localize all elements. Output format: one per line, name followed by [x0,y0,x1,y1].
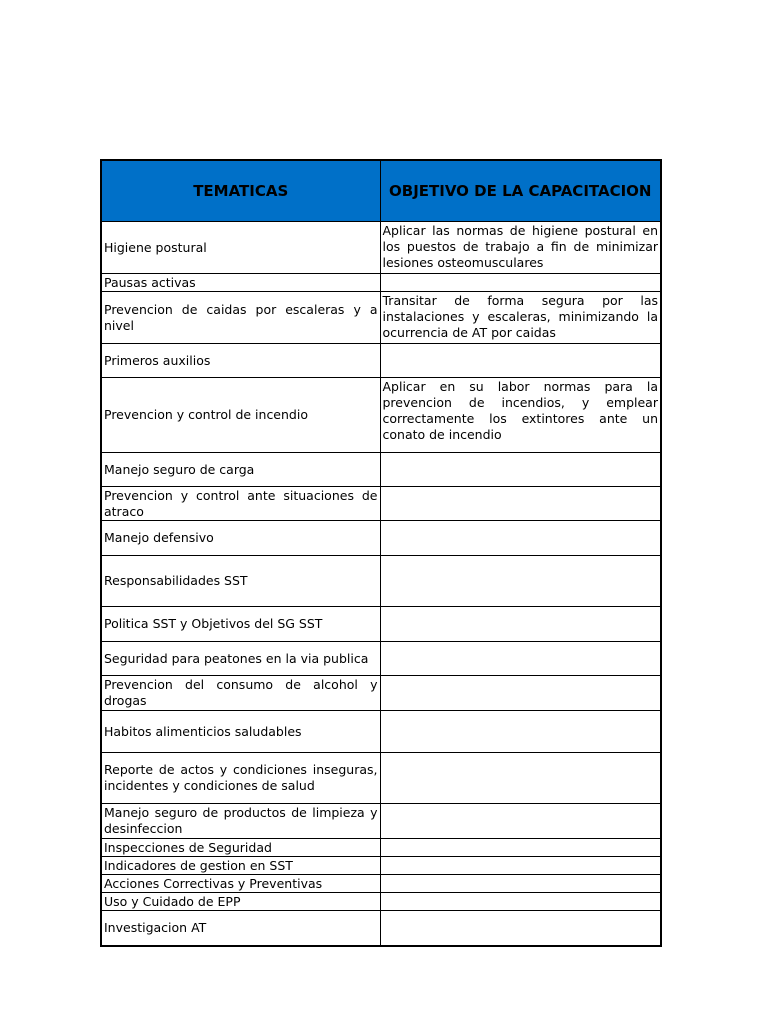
objetivo-cell [380,893,661,911]
tematica-cell: Uso y Cuidado de EPP [101,893,380,911]
tematica-cell: Acciones Correctivas y Preventivas [101,875,380,893]
header-tematicas: TEMATICAS [101,160,380,222]
tematica-cell: Seguridad para peatones en la via publica [101,642,380,676]
table-row [101,487,661,521]
tematica-cell: Pausas activas [101,274,380,292]
table-row [101,292,661,344]
tematica-cell: Higiene postural [101,222,380,274]
objetivo-cell: Aplicar las normas de higiene postural en los puestos de trabajo a fin de minimizar lesiones osteomusculares [380,222,661,274]
training-topics-table [100,159,662,947]
tematica-cell: Habitos alimenticios saludables [101,711,380,753]
objetivo-cell [380,711,661,753]
objetivo-cell [380,804,661,839]
tematica-cell: Manejo seguro de carga [101,453,380,487]
table-row [101,804,661,839]
table-row [101,839,661,857]
table-header-row [101,160,661,222]
objetivo-cell [380,911,661,946]
tematica-cell: Manejo defensivo [101,521,380,556]
table-row [101,857,661,875]
table-row [101,711,661,753]
table-row [101,676,661,711]
objetivo-cell [380,521,661,556]
tematica-cell: Primeros auxilios [101,344,380,378]
objetivo-cell [380,857,661,875]
table-row [101,642,661,676]
objetivo-cell [380,487,661,521]
header-objetivo: OBJETIVO DE LA CAPACITACION [380,160,661,222]
tematica-cell: Politica SST y Objetivos del SG SST [101,607,380,642]
table-row [101,607,661,642]
table-row [101,274,661,292]
tematica-cell: Prevencion y control ante situaciones de atraco [101,487,380,521]
table-row [101,911,661,946]
table-row [101,344,661,378]
tematica-cell: Prevencion del consumo de alcohol y drogas [101,676,380,711]
objetivo-cell [380,676,661,711]
table-row [101,893,661,911]
table-row [101,556,661,607]
tematica-cell: Reporte de actos y condiciones inseguras, incidentes y condiciones de salud [101,753,380,804]
objetivo-cell [380,453,661,487]
table-row [101,453,661,487]
tematica-cell: Indicadores de gestion en SST [101,857,380,875]
objetivo-cell [380,556,661,607]
table-row [101,521,661,556]
tematica-cell: Investigacion AT [101,911,380,946]
tematica-cell: Prevencion y control de incendio [101,378,380,453]
objetivo-cell: Transitar de forma segura por las instalaciones y escaleras, minimizando la ocurrencia de AT por caidas [380,292,661,344]
table-body [101,222,661,946]
table-row [101,378,661,453]
objetivo-cell [380,642,661,676]
objetivo-cell: Aplicar en su labor normas para la prevencion de incendios, y emplear correctamente los extintores ante un conato de incendio [380,378,661,453]
objetivo-cell [380,839,661,857]
tematica-cell: Inspecciones de Seguridad [101,839,380,857]
objetivo-cell [380,607,661,642]
tematica-cell: Prevencion de caidas por escaleras y a nivel [101,292,380,344]
objetivo-cell [380,274,661,292]
table-row [101,753,661,804]
tematica-cell: Manejo seguro de productos de limpieza y desinfeccion [101,804,380,839]
table-row [101,222,661,274]
table-row [101,875,661,893]
objetivo-cell [380,344,661,378]
objetivo-cell [380,875,661,893]
tematica-cell: Responsabilidades SST [101,556,380,607]
objetivo-cell [380,753,661,804]
